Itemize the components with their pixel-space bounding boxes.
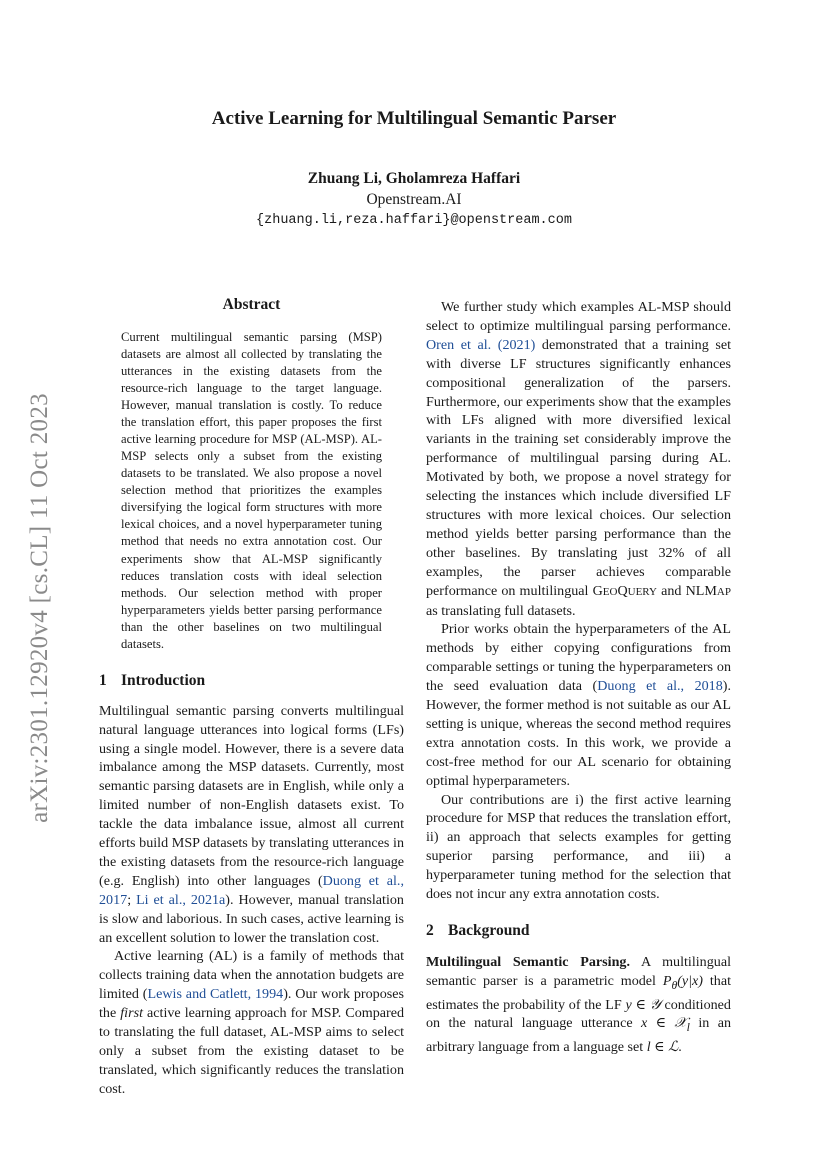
author-affiliation: Openstream.AI xyxy=(366,191,462,208)
citation-link[interactable]: Oren et al. (2021) xyxy=(426,336,536,353)
emphasis-first: first xyxy=(120,1005,143,1022)
left-column xyxy=(99,296,404,1099)
section-heading-introduction xyxy=(99,672,404,691)
author-email: {zhuang.li,reza.haffari}@openstream.com xyxy=(256,213,572,228)
paper-title: Active Learning for Multilingual Semantic Parser xyxy=(211,108,617,129)
background-paragraph-1: Multilingual Semantic Parsing. A multilingual semantic parser is a parametric model $P_\theta(y|x)$ that estimates the probability of the LF y ∈ 𝒴 conditioned on the natural language utterance x ∈ 𝒳$_l$ in an arbitrary language from a language set l ∈ ℒ. xyxy=(426,953,732,1056)
citation-link[interactable]: Duong et al., 2018 xyxy=(597,678,723,695)
section-heading-background xyxy=(426,922,731,941)
intro-paragraph-3: We further study which examples AL-MSP should select to optimize multilingual parsing performance. Oren et al. (2021) demonstrated that a training set with diverse LF structures significantly enhances compositional generalization of the parsers. Furthermore, our experiments show that the examples with LFs aligned with more diversified lexical variants in the training set considerably improve the performance of multilingual parsing during AL. Motivated by both, we propose a novel strategy for selecting the instances which include diversified LF structures with more lexical choices. Our selection method yields better parsing performance than the other baselines. By translating just 32% of all examples, the parser achieves comparable performance on multilingual GEOQUERY and NLMAP as translating full datasets. xyxy=(426,299,731,619)
author-names: Zhuang Li, Gholamreza Haffari xyxy=(307,170,521,187)
abstract-text: Current multilingual semantic parsing (MSP) datasets are almost all collected by translating the utterances in the existing datasets from the resource-rich language to the target language. However, manual translation is costly. To reduce the translation effort, this paper proposes the first active learning procedure for MSP (AL-MSP). AL-MSP selects only a subset from the existing datasets to be translated. We also propose a novel selection method that prioritizes the examples diversifying the logical form structures with more lexical choices, and a novel hyperparameter tuning method that needs no extra annotation cost. Our experiments show that AL-MSP significantly reduces translation costs with ideal selection methods. Our selection method with proper hyperparameters yields better parsing performance than the other baselines on two multilingual datasets. xyxy=(121,329,382,651)
citation-link[interactable]: Lewis and Catlett, 1994 xyxy=(147,986,284,1003)
citation-link[interactable]: Duong et al., 2017 xyxy=(99,872,404,908)
citation-link[interactable]: Li et al., 2021a xyxy=(136,891,226,908)
section-title: Introduction xyxy=(121,671,206,689)
math-language: l ∈ ℒ xyxy=(646,1039,679,1056)
dataset-name-nlmap: NLMAP xyxy=(685,582,731,599)
arxiv-identifier-text: arXiv:2301.12920v4 [cs.CL] 11 Oct 2023 xyxy=(26,393,54,823)
section-number: 2 xyxy=(426,922,434,939)
intro-paragraph-5: Our contributions are i) the first active learning procedure for MSP that reduces the translation effort, ii) an approach that selects examples for getting superior parsing performance, and iii) a hyperparameter tuning method for the selection that does not incur any extra annotation costs. xyxy=(426,791,731,903)
math-lf: y ∈ 𝒴 xyxy=(625,996,661,1013)
right-column xyxy=(426,298,731,1057)
paragraph-heading: Multilingual Semantic Parsing. xyxy=(426,953,630,970)
intro-paragraph-4: Prior works obtain the hyperparameters of the AL methods by either copying configurations from comparable settings or tuning the hyperparameters on the seed evaluation data (Duong et al., 2018). However, the former method is not suitable as our AL setting is unique, whereas the second method requires extra annotation costs. In this work, we provide a cost-free method for our AL scenario for obtaining optimal hyperparameters. xyxy=(426,621,731,789)
section-number: 1 xyxy=(99,671,107,689)
arxiv-identifier-stamp xyxy=(20,368,60,848)
author-block xyxy=(0,168,828,232)
intro-paragraph-2: Active learning (AL) is a family of methods that collects training data when the annotation budgets are limited (Lewis and Catlett, 1994). Our work proposes the first active learning approach for MSP. Compared to translating the full dataset, AL-MSP aims to select only a subset from the existing dataset to be translated, which significantly reduces the translation cost. xyxy=(99,948,404,1097)
math-utterance: x ∈ 𝒳$_l$ xyxy=(641,1015,690,1035)
abstract-heading: Abstract xyxy=(222,296,281,313)
math-model: $P_\theta(y|x)$ xyxy=(662,972,703,992)
dataset-name-geoquery: GEOQUERY xyxy=(592,582,657,599)
section-title: Background xyxy=(448,922,530,939)
intro-paragraph-1: Multilingual semantic parsing converts multilingual natural language utterances into logical forms (LFs) using a single model. However, there is a severe data imbalance among the MSP datasets. Currently, most semantic parsing datasets are in English, while only a limited number of non-English datasets exist. To tackle the data imbalance issue, almost all current efforts build MSP datasets by translating utterances in the existing datasets from the resource-rich language (e.g. English) into other languages (Duong et al., 2017; Li et al., 2021a). However, manual translation is slow and laborious. In such cases, active learning is an excellent solution to lower the translation cost. xyxy=(99,702,404,946)
